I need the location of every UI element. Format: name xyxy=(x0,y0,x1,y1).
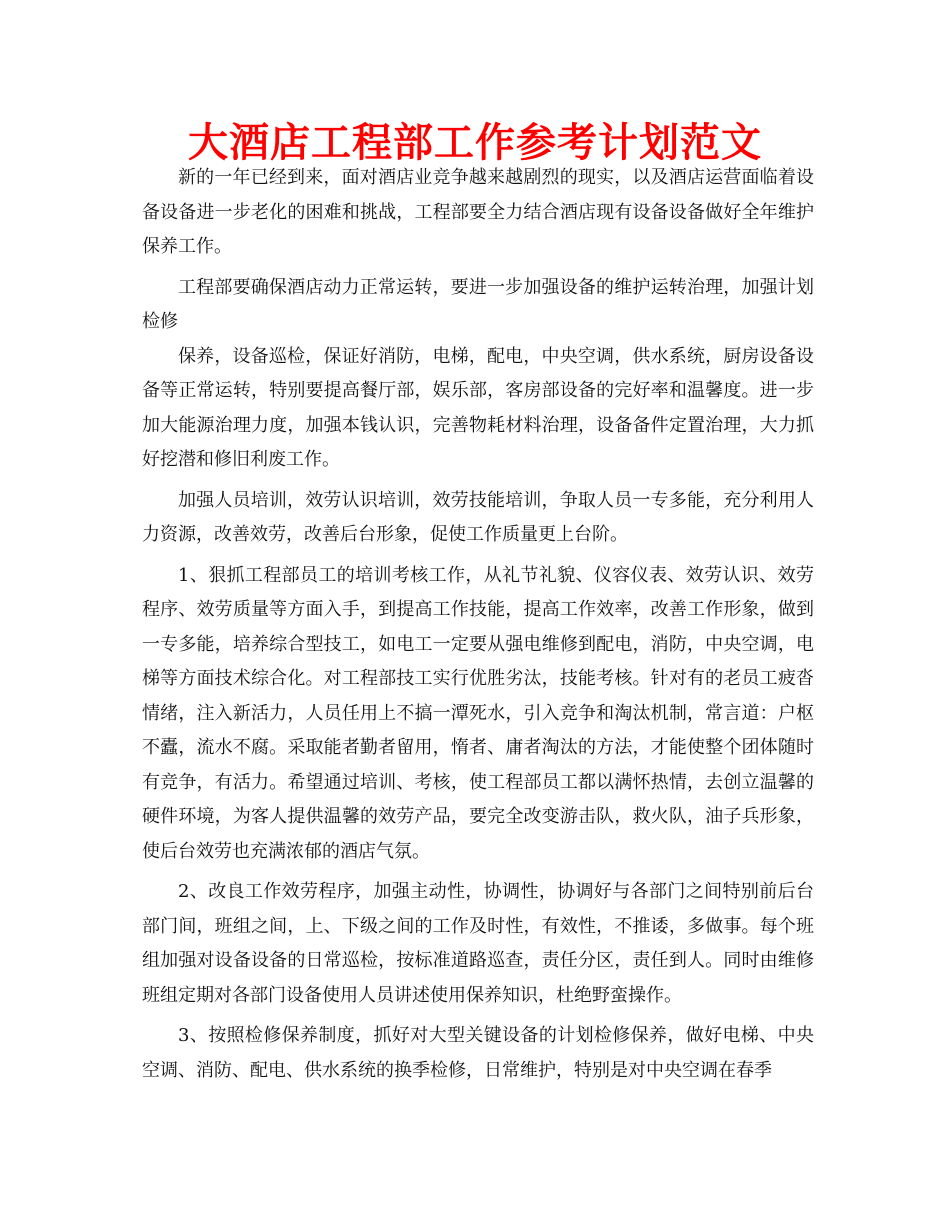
paragraph-item-1: 1、狠抓工程部员工的培训考核工作，从礼节礼貌、仪容仪表、效劳认识、效劳程序、效劳质量等方面入手，到提高工作技能，提高工作效率，改善工作形象，做到一专多能，培养综合型技工，如电工一定要从强电维修到配电，消防，中央空调，电梯等方面技术综合化。对工程部技工实行优胜劣汰，技能考核。针对有的老员工疲沓情绪，注入新活力，人员任用上不搞一潭死水，引入竞争和淘汰机制，常言道：户枢不蠹，流水不腐。采取能者勤者留用，惰者、庸者淘汰的方法，才能使整个团体随时有竞争，有活力。希望通过培训、考核，使工程部员工都以满怀热情，去创立温馨的硬件环境，为客人提供温馨的效劳产品，要完全改变游击队，救火队，油子兵形象，使后台效劳也充满浓郁的酒店气氛。 xyxy=(142,564,814,862)
document-title: 大酒店工程部工作参考计划范文 xyxy=(188,120,762,166)
paragraph-power-operation: 工程部要确保酒店动力正常运转，要进一步加强设备的维护运转治理，加强计划检修 xyxy=(142,276,814,332)
paragraph-intro: 新的一年已经到来，面对酒店业竞争越来越剧烈的现实，以及酒店运营面临着设备设备进一步老化的困难和挑战，工程部要全力结合酒店现有设备设备做好全年维护保养工作。 xyxy=(142,167,814,257)
paragraph-item-3: 3、按照检修保养制度，抓好对大型关键设备的计划检修保养，做好电梯、中央空调、消防、配电、供水系统的换季检修，日常维护，特别是对中央空调在春季 xyxy=(142,1025,814,1081)
document-body xyxy=(142,161,814,1088)
paragraph-maintenance: 保养，设备巡检，保证好消防，电梯，配电，中央空调，供水系统，厨房设备设备等正常运转，特别要提高餐厅部，娱乐部，客房部设备的完好率和温馨度。进一步加大能源治理力度，加强本钱认识，完善物耗材料治理，设备备件定置治理，大力抓好挖潜和修旧利废工作。 xyxy=(142,345,814,470)
paragraph-item-2: 2、改良工作效劳程序，加强主动性，协调性，协调好与各部门之间特别前后台部门间，班组之间，上、下级之间的工作及时性，有效性，不推诿，多做事。每个班组加强对设备设备的日常巡检，按标准道路巡查，责任分区，责任到人。同时由维修班组定期对各部门设备使用人员讲述使用保养知识，杜绝野蛮操作。 xyxy=(142,881,814,1006)
paragraph-staff-training: 加强人员培训，效劳认识培训，效劳技能培训，争取人员一专多能，充分利用人力资源，改善效劳，改善后台形象，促使工作质量更上台阶。 xyxy=(142,489,814,545)
